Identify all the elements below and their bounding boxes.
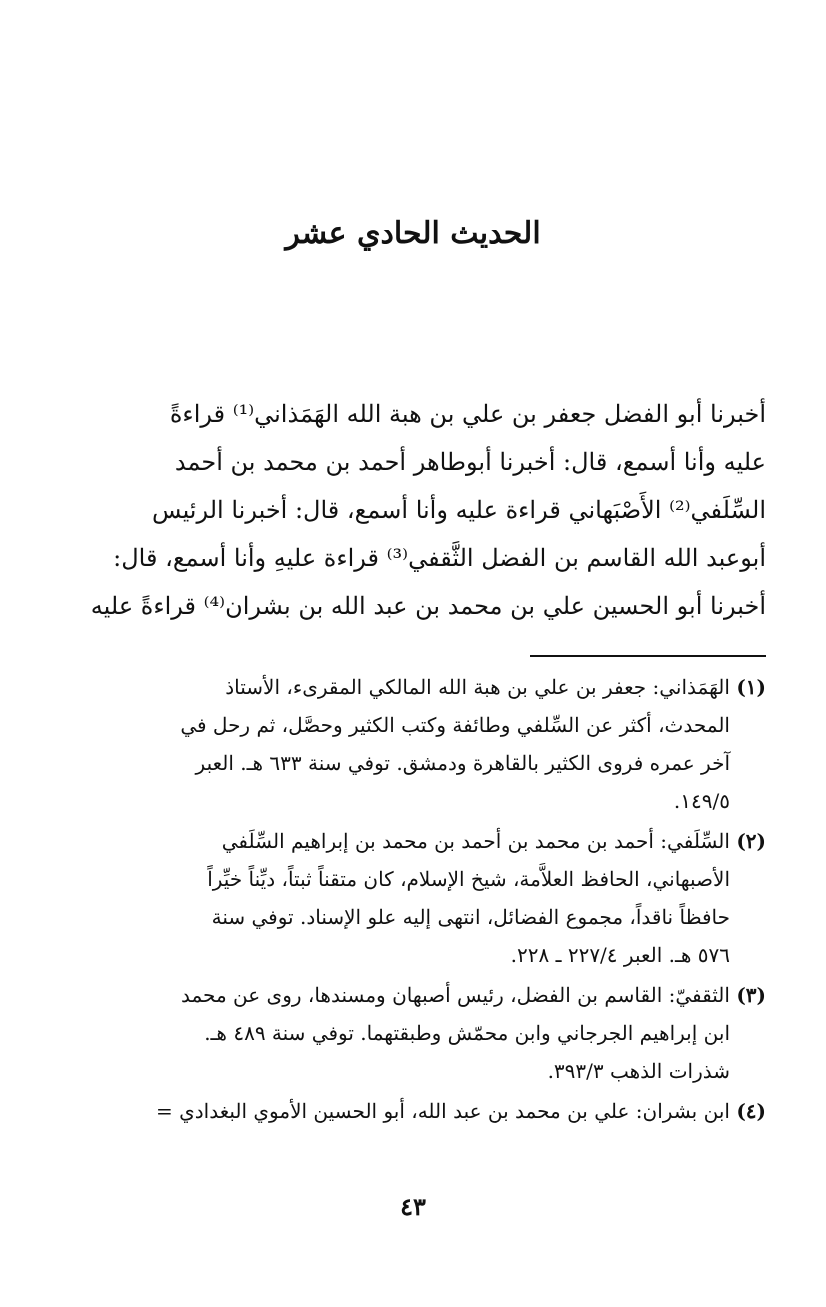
- footnote-1: [70, 668, 766, 820]
- footnote-line: آخر عمره فروى الكثير بالقاهرة ودمشق. توفي سنة ٦٣٣ هـ. العبر: [195, 751, 730, 775]
- chapter-title: الحديث الحادي عشر: [285, 216, 541, 251]
- footnote-line: ٥٧٦ هـ. العبر ٢٢٧/٤ ـ ٢٢٨.: [510, 943, 730, 967]
- body-line: أخبرنا أبو الحسين علي بن محمد بن عبد الله بن بشران⁽⁴⁾ قراءةً عليه: [90, 592, 766, 620]
- hadith-text: [70, 390, 766, 630]
- footnote-text: ابن بشران: علي بن محمد بن عبد الله، أبو الحسين الأموي البغدادي =: [155, 1099, 730, 1123]
- footnote-number: (١): [736, 675, 766, 699]
- footnote-line: حافظاً ناقداً، مجموع الفضائل، انتهى إليه علو الإسناد. توفي سنة: [211, 905, 730, 929]
- footnote-line: الأصبهاني، الحافظ العلاَّمة، شيخ الإسلام، كان متقناً ثبتاً، ديِّناً خيِّراً: [207, 867, 730, 891]
- body-line: أخبرنا أبو الفضل جعفر بن علي بن هبة الله الهَمَذاني⁽¹⁾ قراءةً: [169, 400, 766, 428]
- footnotes: [70, 668, 766, 1132]
- footnote-line: [70, 822, 766, 860]
- footnote-3: [70, 976, 766, 1090]
- footnote-text: الهَمَذاني: جعفر بن علي بن هبة الله المالكي المقرىء، الأستاذ: [225, 675, 730, 699]
- body-line: السِّلَفي⁽²⁾ الأَصْبَهاني قراءة عليه وأنا أسمع، قال: أخبرنا الرئيس: [151, 496, 766, 524]
- footnote-number: (٤): [736, 1099, 766, 1123]
- footnote-divider: [530, 655, 766, 657]
- footnote-line: [70, 668, 766, 706]
- footnote-text: السِّلَفي: أحمد بن محمد بن أحمد بن محمد بن إبراهيم السِّلَفي: [221, 829, 730, 853]
- footnote-line: شذرات الذهب ٣٩٣/٣.: [547, 1059, 730, 1083]
- footnote-line: ١٤٩/٥.: [673, 789, 730, 813]
- page-number: ٤٣: [400, 1192, 426, 1221]
- body-line: عليه وأنا أسمع، قال: أخبرنا أبوطاهر أحمد بن محمد بن أحمد: [174, 448, 766, 476]
- footnote-line: ابن إبراهيم الجرجاني وابن محمّش وطبقتهما. توفي سنة ٤٨٩ هـ.: [204, 1021, 730, 1045]
- body-line: أبوعبد الله القاسم بن الفضل الثَّقفي⁽³⁾ قراءة عليهِ وأنا أسمع، قال:: [113, 544, 766, 572]
- footnote-text: الثقفيّ: القاسم بن الفضل، رئيس أصبهان ومسندها، روى عن محمد: [180, 983, 730, 1007]
- footnote-line: [70, 976, 766, 1014]
- footnote-number: (٢): [736, 829, 766, 853]
- footnote-2: [70, 822, 766, 974]
- footnote-number: (٣): [736, 983, 766, 1007]
- footnote-4: [70, 1092, 766, 1130]
- footnote-line: المحدث، أكثر عن السِّلفي وطائفة وكتب الكثير وحصَّل، ثم رحل في: [180, 713, 730, 737]
- footnote-line: [70, 1092, 766, 1130]
